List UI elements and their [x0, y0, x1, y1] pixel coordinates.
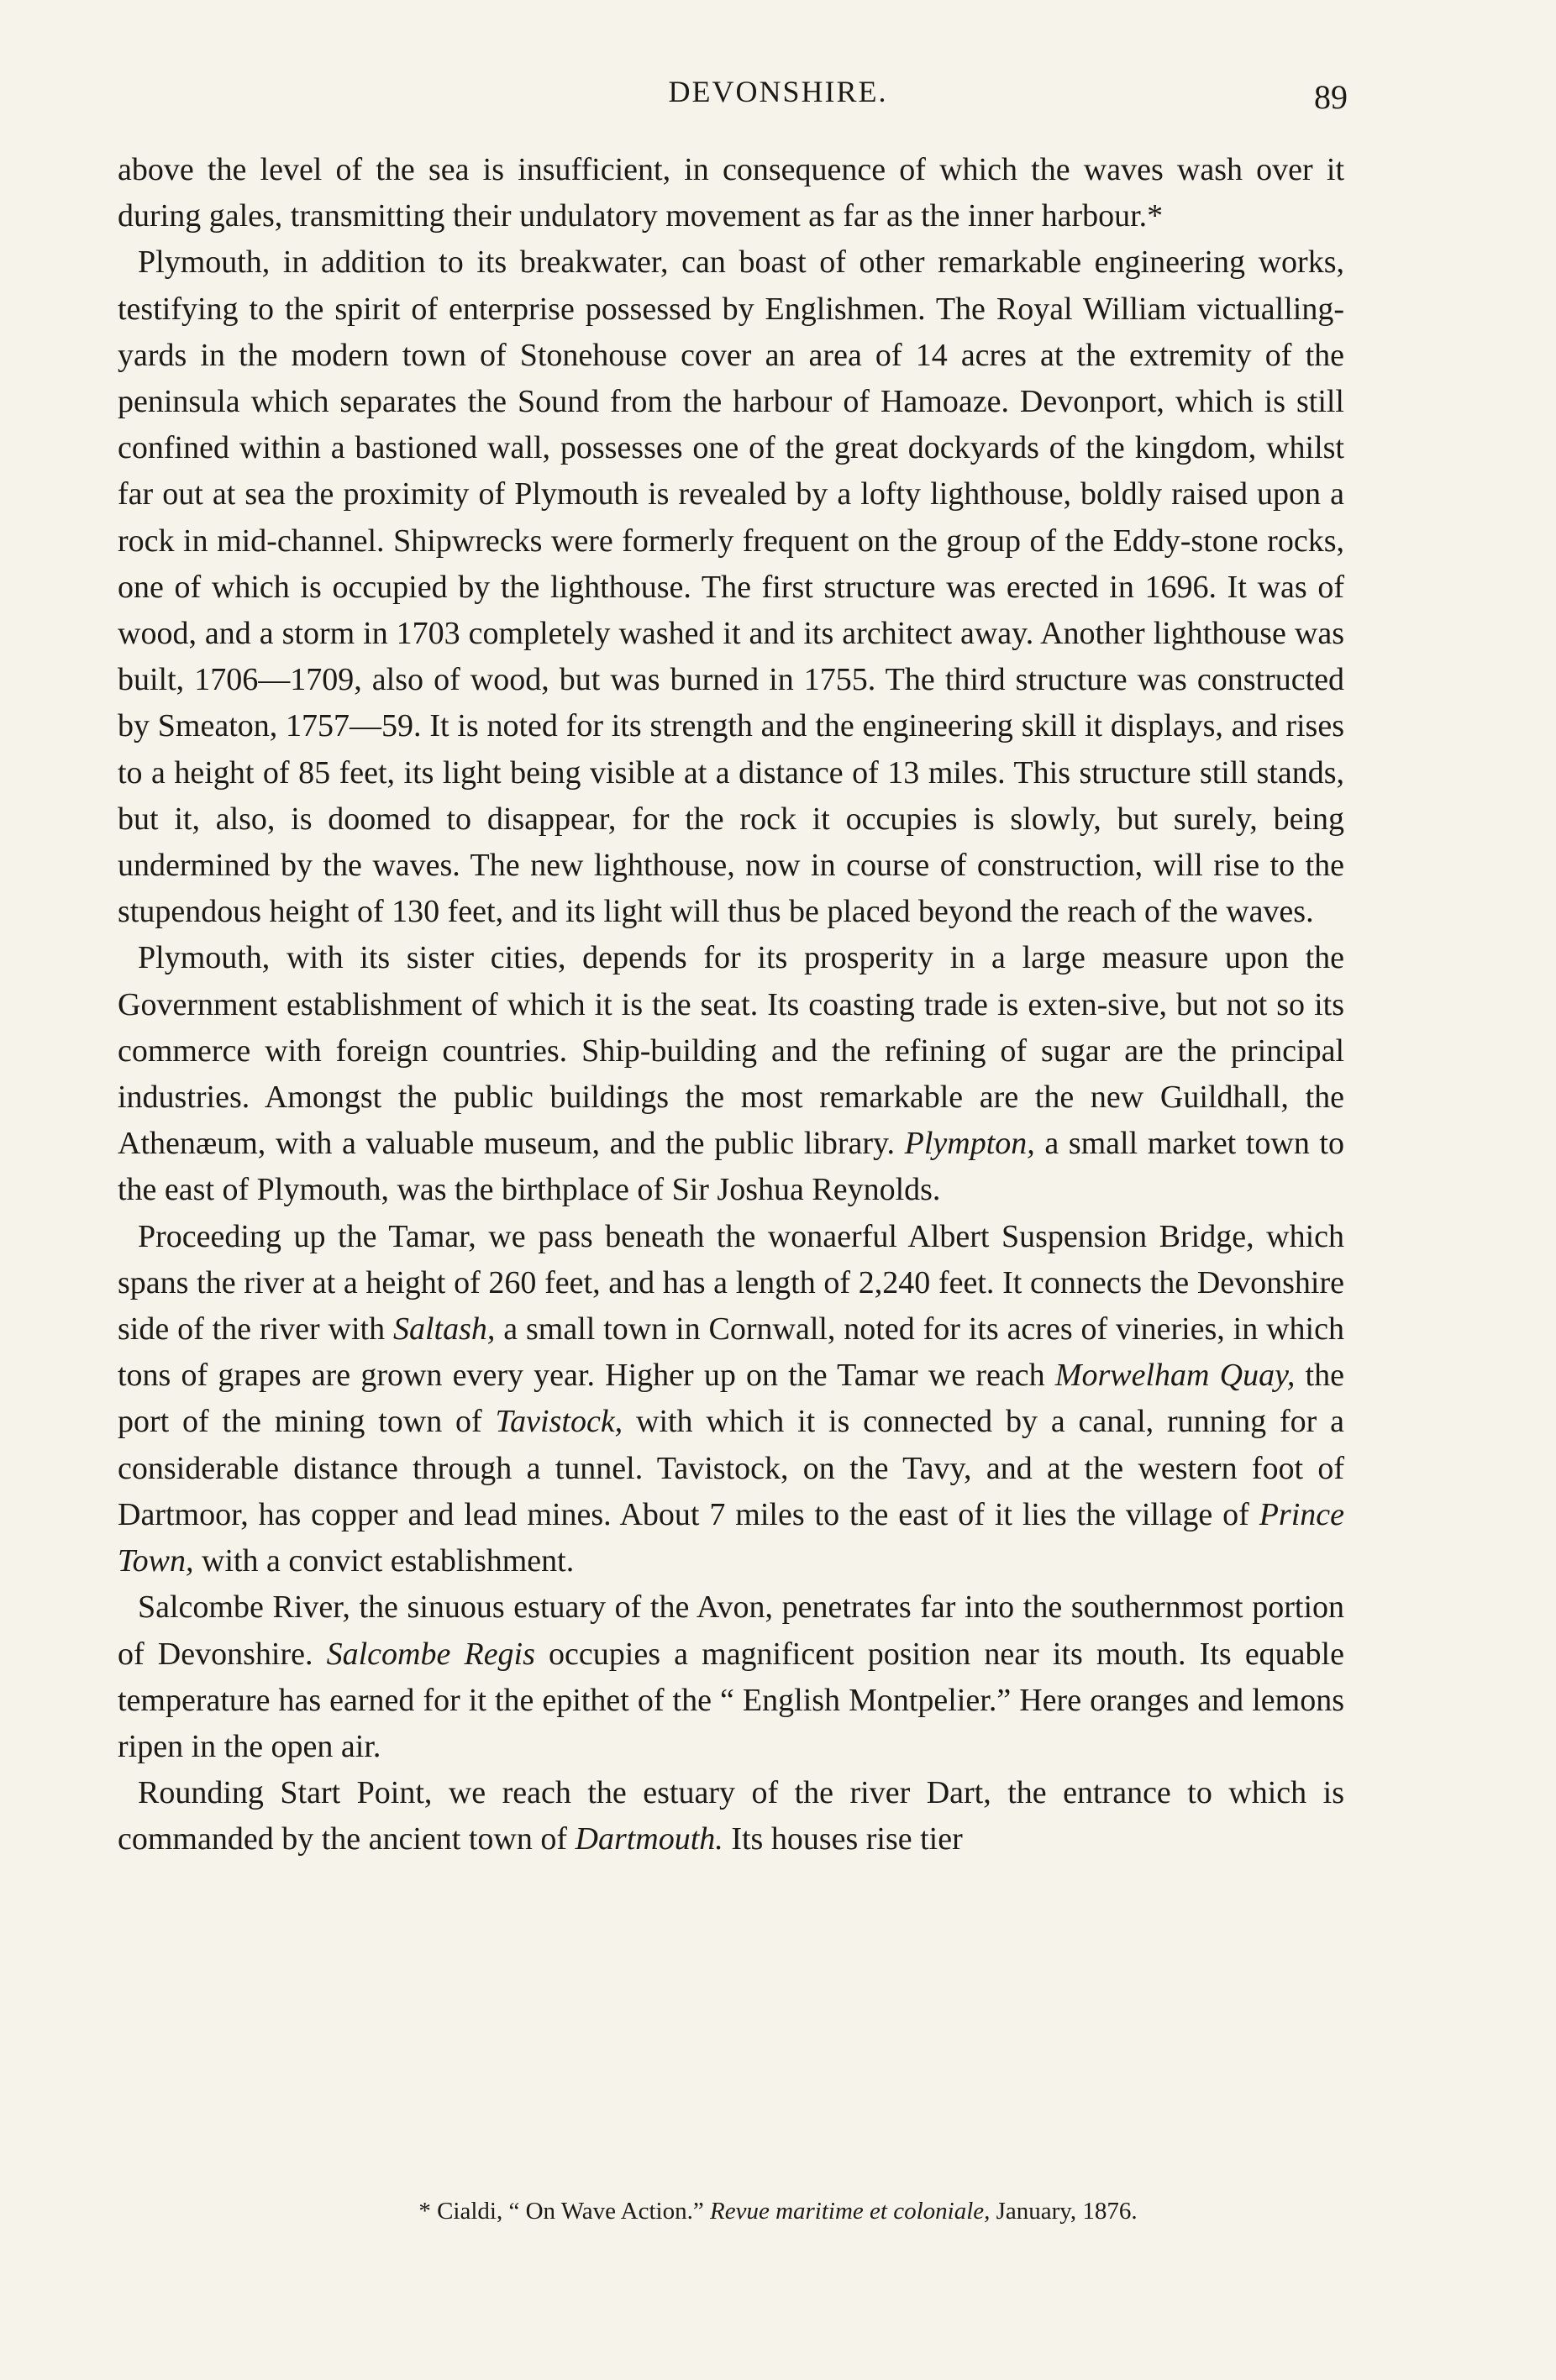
text-run: with a convict establishment.	[193, 1543, 575, 1579]
text-run: a small town in Cornwall, noted for its acres of vineries, in which tons of grapes are grown every year. Higher up on the Tamar we reach	[118, 1311, 1344, 1394]
text-run: with which it is connected by a canal, running for a considerable distance through a tunnel. Tavistock, on the Tavy, and at the western foot of Dartmoor, has copper and lead mines. About 7 miles to the east of it lies the village of	[118, 1404, 1344, 1532]
paragraph	[118, 935, 1344, 1213]
text-run: Plymouth, in addition to its breakwater, can boast of other remarkable engineering works, testifying to the spirit of enterprise possessed by Englishmen. The Royal William victualling-yards in the modern town of Stonehouse cover an area of 14 acres at the extremity of the peninsula which separates the Sound from the harbour of Hamoaze. Devonport, which is still confined within a bastioned wall, possesses one of the great dockyards of the kingdom, whilst far out at sea the proximity of Plymouth is revealed by a lofty lighthouse, boldly raised upon a rock in mid-channel. Shipwrecks were formerly frequent on the group of the Eddy-stone rocks, one of which is occupied by the lighthouse. The first structure was erected in 1696. It was of wood, and a storm in 1703 completely washed it and its architect away. Another lighthouse was built, 1706—1709, also of wood, but was burned in 1755. The third structure was constructed by Smeaton, 1757—59. It is noted for its strength and the engineering skill it displays, and rises to a height of 85 feet, its light being visible at a distance of 13 miles. This structure still stands, but it, also, is doomed to disappear, for the rock it occupies is slowly, but surely, being undermined by the waves. The new lighthouse, now in course of construction, will rise to the stupendous height of 130 feet, and its light will thus be placed beyond the reach of the waves.	[118, 244, 1344, 930]
text-run: Plymouth, with its sister cities, depends for its prosperity in a large measure upon the Government establishment of which it is the seat. Its coasting trade is exten-sive, but not so its commerce with foreign countries. Ship-building and the refining of sugar are the principal industries. Amongst the public buildings the most remarkable are the new Guildhall, the Athenæum, with a valuable museum, and the public library.	[118, 940, 1344, 1162]
italic-text: Tavistock,	[495, 1404, 623, 1440]
text-run: * Cialdi, “ On Wave Action.”	[418, 2198, 710, 2225]
running-header	[0, 66, 1556, 116]
text-run: above the level of the sea is insufficient, in consequence of which the waves wash over it during gales, transmitting their undulatory movement as far as the inner harbour.*	[118, 152, 1344, 234]
italic-text: Dartmouth.	[575, 1821, 723, 1857]
footnote	[0, 2198, 1556, 2225]
italic-text: Prince Town,	[118, 1496, 1344, 1579]
paragraph	[118, 1770, 1344, 1862]
page-number: 89	[1314, 78, 1348, 116]
italic-text: Saltash,	[392, 1311, 496, 1348]
body-text	[118, 147, 1344, 1863]
paragraph	[118, 1214, 1344, 1585]
text-run: occupies a magnificent position near its mouth. Its equable temperature has earned for it the epithet of the “ English Montpelier.” Here oranges and lemons ripen in the open air.	[118, 1636, 1344, 1764]
paragraph	[118, 239, 1344, 935]
text-run: the port of the mining town of	[118, 1358, 1344, 1440]
paragraph	[118, 147, 1344, 239]
italic-text: Morwelham Quay,	[1054, 1358, 1296, 1394]
running-title: DEVONSHIRE.	[668, 75, 888, 108]
text-run: Rounding Start Point, we reach the estuary of the river Dart, the entrance to which is commanded by the ancient town of	[118, 1775, 1344, 1857]
text-run: January, 1876.	[990, 2198, 1138, 2225]
paragraph	[118, 1584, 1344, 1770]
text-run: Its houses rise tier	[723, 1821, 963, 1857]
text-run: Salcombe River, the sinuous estuary of the Avon, penetrates far into the southernmost portion of Devonshire.	[118, 1589, 1344, 1672]
italic-text: Plympton,	[904, 1126, 1035, 1162]
text-run: a small market town to the east of Plymouth, was the birthplace of Sir Joshua Reynolds.	[118, 1126, 1344, 1208]
text-run: Proceeding up the Tamar, we pass beneath the wonaerful Albert Suspension Bridge, which spans the river at a height of 260 feet, and has a length of 2,240 feet. It connects the Devonshire side of the river with	[118, 1218, 1344, 1348]
italic-text: Salcombe Regis	[326, 1636, 535, 1672]
italic-text: Revue maritime et coloniale,	[709, 2198, 991, 2225]
